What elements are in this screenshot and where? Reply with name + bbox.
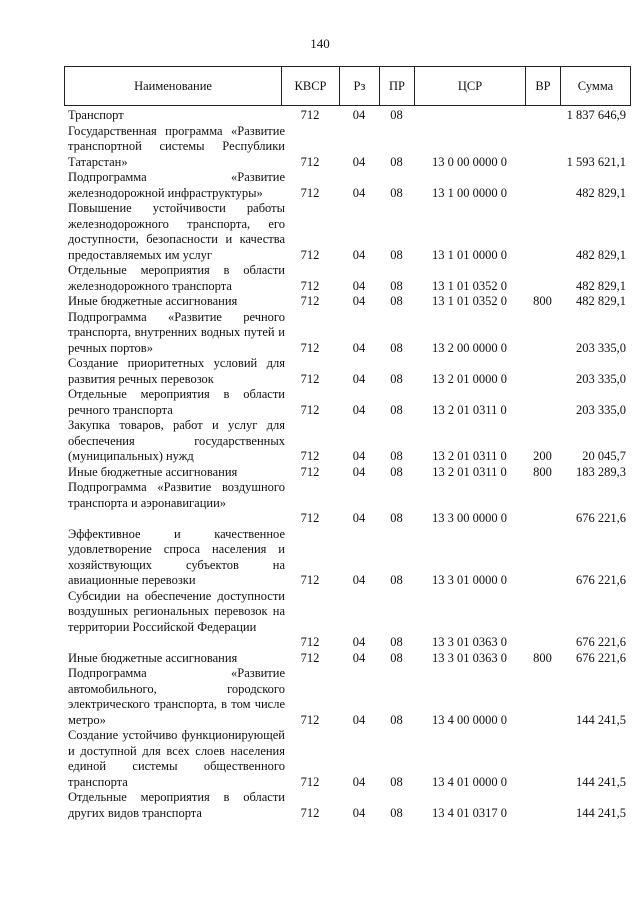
row-pr: 08 [390,294,403,308]
table-row [64,527,630,589]
table-row [64,124,630,171]
row-sum: 482 829,1 [576,185,626,200]
row-kvsr: 712 [300,805,320,820]
row-name: Повышение устойчивости работы железнодорожного транспорта, его доступности, безопасности и качества предоставляемых им услуг [68,201,285,262]
row-sum: 144 241,5 [576,805,626,820]
row-csr: 13 2 01 0311 0 [432,449,507,463]
row-kvsr: 712 [300,154,320,169]
table-row [64,666,630,728]
row-sum: 20 045,7 [582,449,626,463]
row-rz: 04 [352,805,366,820]
row-vr: 200 [533,449,552,463]
row-pr: 08 [390,805,403,820]
table-row [64,728,630,790]
row-sum: 676 221,6 [576,573,626,587]
row-rz: 04 [352,185,366,200]
row-pr: 08 [390,402,403,417]
row-pr: 08 [390,449,403,463]
row-csr: 13 1 01 0352 0 [432,278,507,293]
table-header [64,66,631,106]
row-rz: 04 [352,774,366,789]
table-row [64,589,630,651]
table-body [64,108,630,821]
row-name: Подпрограмма «Развитие автомобильного, городского электрического транспорта, в том числе метро» [68,666,285,727]
row-sum: 203 335,0 [576,371,626,386]
row-name: Отдельные мероприятия в области речного транспорта [68,387,285,417]
row-rz: 04 [352,278,366,293]
row-rz: 04 [352,154,366,169]
row-csr: 13 4 01 0000 0 [432,774,507,789]
row-kvsr: 712 [300,108,320,122]
row-pr: 08 [390,278,403,293]
row-kvsr: 712 [300,573,320,587]
row-pr: 08 [390,573,403,587]
row-rz: 04 [352,402,366,417]
row-kvsr: 712 [300,464,320,479]
row-pr: 08 [390,635,403,649]
header-kvsr: КВСР [282,67,340,106]
table-row [64,465,630,481]
table-row [64,201,630,263]
row-name: Субсидии на обеспечение доступности воздушных региональных перевозок на территории Российской Федерации [68,588,285,634]
row-vr: 800 [533,294,552,308]
row-pr: 08 [390,774,403,789]
row-csr: 13 2 01 0000 0 [432,371,507,386]
row-pr: 08 [390,340,403,355]
row-vr: 800 [533,650,552,665]
row-rz: 04 [352,449,366,463]
row-csr: 13 4 00 0000 0 [432,712,507,727]
header-vr: ВР [526,67,561,106]
row-name: Иные бюджетные ассигнования [68,464,238,479]
row-csr: 13 1 00 0000 0 [432,185,507,200]
row-name: Подпрограмма «Развитие железнодорожной инфраструктуры» [68,170,285,200]
row-name: Подпрограмма «Развитие речного транспорта, внутренних водных путей и речных портов» [68,309,285,355]
row-csr: 13 3 01 0000 0 [432,573,507,587]
row-rz: 04 [352,712,366,727]
row-sum: 482 829,1 [576,294,626,308]
row-sum: 183 289,3 [576,464,626,479]
row-pr: 08 [390,650,403,665]
row-kvsr: 712 [300,340,320,355]
table-row [64,418,630,465]
row-kvsr: 712 [300,511,320,525]
header-csr: ЦСР [415,67,526,106]
table-row [64,480,630,527]
row-rz: 04 [352,294,366,308]
row-pr: 08 [390,154,403,169]
row-vr: 800 [533,464,552,479]
row-kvsr: 712 [300,449,320,463]
header-sum: Сумма [561,67,631,106]
row-sum: 203 335,0 [576,402,626,417]
row-rz: 04 [352,340,366,355]
row-sum: 1 837 646,9 [566,108,626,122]
row-kvsr: 712 [300,371,320,386]
table-row [64,108,630,124]
header-rz: Рз [340,67,380,106]
row-name: Создание приоритетных условий для развития речных перевозок [68,356,285,386]
row-csr: 13 2 00 0000 0 [432,340,507,355]
row-rz: 04 [352,573,366,587]
row-pr: 08 [390,712,403,727]
table-row [64,790,630,821]
row-name: Отдельные мероприятия в области железнодорожного транспорта [68,263,285,293]
row-sum: 676 221,6 [576,650,626,665]
table-row [64,310,630,357]
page-number: 140 [310,36,330,51]
row-pr: 08 [390,511,403,525]
row-name: Государственная программа «Развитие транспортной системы Республики Татарстан» [68,123,285,169]
table-row [64,170,630,201]
row-csr: 13 3 01 0363 0 [432,635,507,649]
row-name: Эффективное и качественное удовлетворение спроса населения и хозяйствующих субъектов на авиационные перевозки [68,526,285,587]
row-pr: 08 [390,464,403,479]
row-csr: 13 1 01 0352 0 [432,294,507,308]
row-pr: 08 [390,108,403,122]
row-name: Транспорт [68,108,124,122]
row-csr: 13 3 00 0000 0 [432,511,507,525]
row-sum: 144 241,5 [576,712,626,727]
table-row [64,294,630,310]
row-rz: 04 [352,464,366,479]
row-pr: 08 [390,247,403,262]
row-kvsr: 712 [300,635,320,649]
row-pr: 08 [390,185,403,200]
row-kvsr: 712 [300,712,320,727]
header-pr: ПР [380,67,415,106]
row-sum: 1 593 621,1 [566,154,626,169]
row-rz: 04 [352,371,366,386]
row-csr: 13 2 01 0311 0 [432,464,507,479]
row-kvsr: 712 [300,185,320,200]
row-rz: 04 [352,511,366,525]
row-name: Иные бюджетные ассигнования [68,294,238,308]
table-row [64,263,630,294]
row-sum: 203 335,0 [576,340,626,355]
row-kvsr: 712 [300,247,320,262]
row-rz: 04 [352,247,366,262]
row-csr: 13 3 01 0363 0 [432,650,507,665]
row-pr: 08 [390,371,403,386]
row-rz: 04 [352,635,366,649]
row-name: Подпрограмма «Развитие воздушного транспорта и аэронавигации» [68,480,285,510]
row-name: Иные бюджетные ассигнования [68,650,238,665]
header-name: Наименование [65,67,282,106]
row-sum: 482 829,1 [576,278,626,293]
row-kvsr: 712 [300,774,320,789]
row-sum: 144 241,5 [576,774,626,789]
row-sum: 482 829,1 [576,247,626,262]
row-sum: 676 221,6 [576,635,626,649]
row-kvsr: 712 [300,402,320,417]
row-sum: 676 221,6 [576,511,626,525]
row-name: Отдельные мероприятия в области других видов транспорта [68,790,285,820]
row-kvsr: 712 [300,278,320,293]
row-name: Закупка товаров, работ и услуг для обеспечения государственных (муниципальных) нужд [68,418,285,463]
table-row [64,356,630,387]
row-csr: 13 0 00 0000 0 [432,154,507,169]
table-row [64,387,630,418]
row-rz: 04 [352,108,366,122]
row-csr: 13 1 01 0000 0 [432,247,507,262]
row-kvsr: 712 [300,650,320,665]
row-name: Создание устойчиво функционирующей и доступной для всех слоев населения единой системы общественного транспорта [68,728,285,789]
row-csr: 13 4 01 0317 0 [432,805,507,820]
row-kvsr: 712 [300,294,320,308]
row-csr: 13 2 01 0311 0 [432,402,507,417]
row-rz: 04 [352,650,366,665]
table-row [64,651,630,667]
